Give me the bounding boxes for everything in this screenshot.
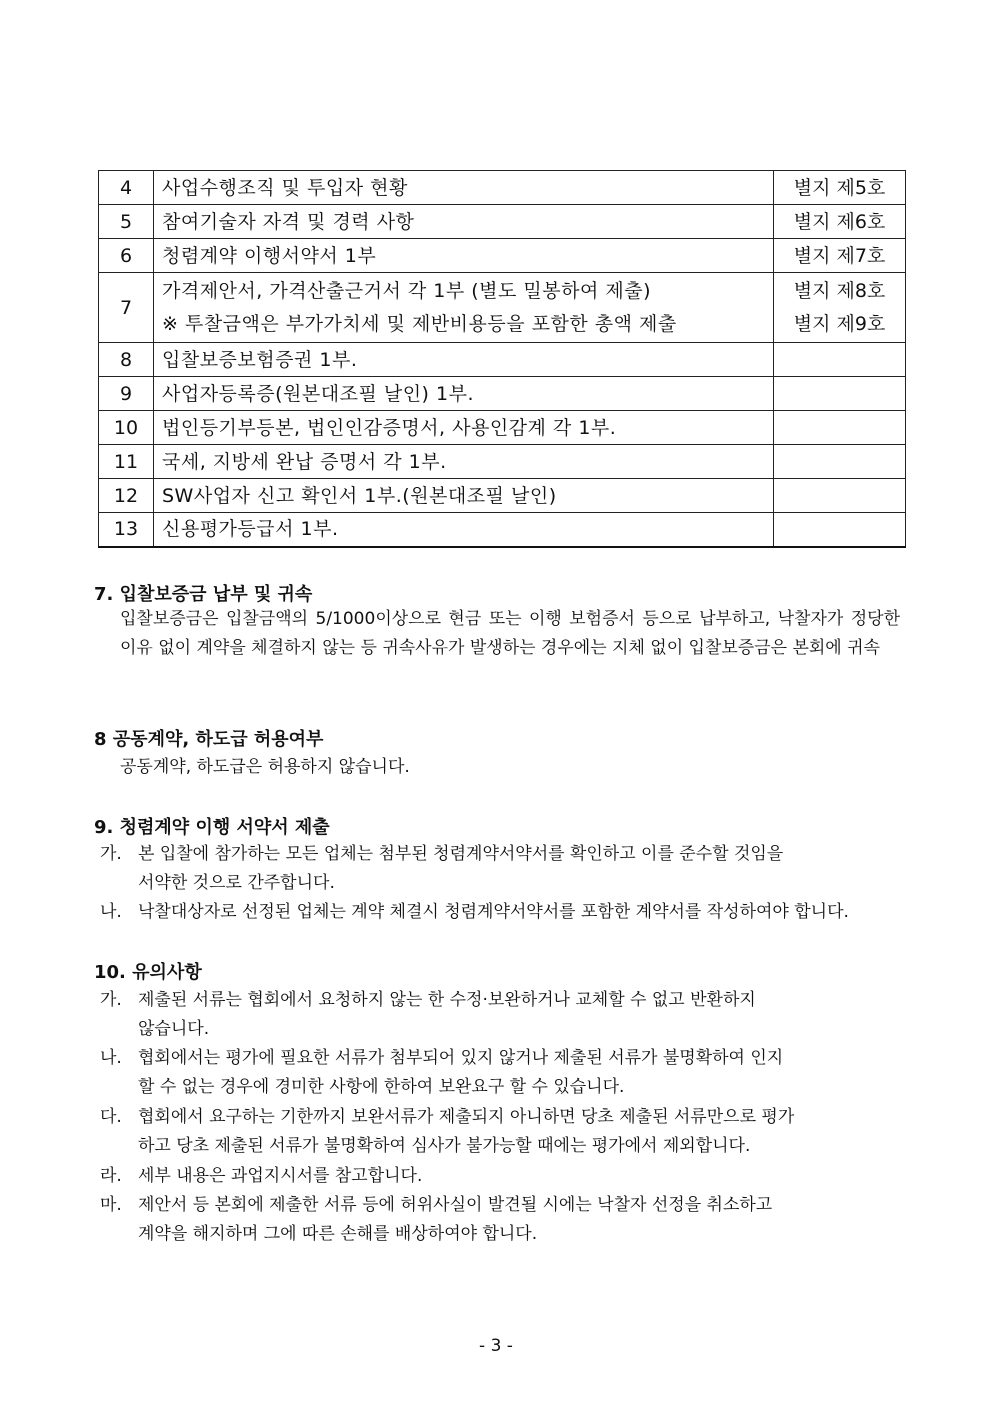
attachment-form	[774, 239, 906, 273]
document-description	[154, 205, 774, 239]
attachment-label: 별지 제6호	[793, 210, 886, 233]
document-description	[154, 239, 774, 273]
attachment-label: 별지 제8호	[793, 279, 886, 302]
item-marker: 마.	[100, 1195, 122, 1215]
table-row	[99, 171, 906, 205]
table-row	[99, 513, 906, 547]
attachment-form	[774, 377, 906, 411]
attachment-label: 별지 제9호	[793, 312, 886, 335]
item-line2: 않습니다.	[138, 1019, 210, 1039]
attachment-form	[774, 343, 906, 377]
description-line: 청렴계약 이행서약서 1부	[162, 244, 377, 267]
table-row	[99, 377, 906, 411]
attachment-form	[774, 513, 906, 547]
row-number: 8	[99, 343, 154, 377]
row-number: 7	[99, 273, 154, 343]
item-line1: 제출된 서류는 협회에서 요청하지 않는 한 수정·보완하거나 교체할 수 없고 반환하지	[138, 990, 756, 1010]
section10-item-na	[100, 1044, 900, 1102]
section8-title: 8 공동계약, 하도급 허용여부	[94, 729, 324, 750]
section10-item-ma	[100, 1191, 900, 1249]
description-line: 사업자등록증(원본대조필 날인) 1부.	[162, 382, 474, 405]
attachment-form	[774, 171, 906, 205]
table-row	[99, 239, 906, 273]
table-row	[99, 273, 906, 343]
attachment-label: 별지 제7호	[793, 244, 886, 267]
document-description	[154, 343, 774, 377]
description-line: SW사업자 신고 확인서 1부.(원본대조필 날인)	[162, 484, 557, 507]
table-row	[99, 479, 906, 513]
attachment-form	[774, 273, 906, 343]
item-line2: 서약한 것으로 간주합니다.	[138, 873, 335, 893]
table-row	[99, 205, 906, 239]
attachment-form	[774, 445, 906, 479]
item-marker: 라.	[100, 1166, 122, 1186]
item-line1: 낙찰대상자로 선정된 업체는 계약 체결시 청렴계약서약서를 포함한 계약서를 작성하여야 합니다.	[138, 902, 849, 922]
document-description	[154, 411, 774, 445]
table-row	[99, 343, 906, 377]
item-marker: 나.	[100, 1048, 122, 1068]
row-number: 6	[99, 239, 154, 273]
table-row	[99, 445, 906, 479]
section8-body: 공동계약, 하도급은 허용하지 않습니다.	[120, 757, 410, 777]
row-number: 9	[99, 377, 154, 411]
section7-body: 입찰보증금은 입찰금액의 5/1000이상으로 현금 또는 이행 보험증서 등으로 납부하고, 낙찰자가 정당한 이유 없이 계약을 체결하지 않는 등 귀속사유가 발생하는 경우에는 지체 없이 입찰보증금은 본회에 귀속	[120, 609, 900, 658]
item-line1: 협회에서 요구하는 기한까지 보완서류가 제출되지 아니하면 당초 제출된 서류만으로 평가	[138, 1107, 795, 1127]
item-line1: 제안서 등 본회에 제출한 서류 등에 허위사실이 발견될 시에는 낙찰자 선정을 취소하고	[138, 1195, 773, 1215]
item-marker: 가.	[100, 844, 122, 864]
row-number: 4	[99, 171, 154, 205]
document-description	[154, 445, 774, 479]
item-line1: 세부 내용은 과업지시서를 참고합니다.	[138, 1166, 423, 1186]
attachment-label: 별지 제5호	[793, 176, 886, 199]
item-marker: 다.	[100, 1107, 122, 1127]
attachment-form	[774, 205, 906, 239]
document-description	[154, 171, 774, 205]
section10-item-ra	[100, 1162, 900, 1191]
description-line: ※ 투찰금액은 부가가치세 및 제반비용등을 포함한 총액 제출	[162, 312, 677, 335]
page-number: - 3 -	[479, 1336, 513, 1356]
row-number: 12	[99, 479, 154, 513]
section9-item-na	[100, 898, 900, 927]
section9-title: 9. 청렴계약 이행 서약서 제출	[94, 817, 330, 838]
row-number: 10	[99, 411, 154, 445]
attachment-form	[774, 479, 906, 513]
item-marker: 가.	[100, 990, 122, 1010]
description-line: 사업수행조직 및 투입자 현황	[162, 176, 408, 199]
submission-documents-table	[98, 170, 906, 548]
document-description	[154, 377, 774, 411]
row-number: 13	[99, 513, 154, 547]
item-line1: 협회에서는 평가에 필요한 서류가 첨부되어 있지 않거나 제출된 서류가 불명확하여 인지	[138, 1048, 784, 1068]
description-line: 법인등기부등본, 법인인감증명서, 사용인감계 각 1부.	[162, 416, 617, 439]
item-line2: 계약을 해지하며 그에 따른 손해를 배상하여야 합니다.	[138, 1224, 538, 1244]
item-line2: 하고 당초 제출된 서류가 불명확하여 심사가 불가능할 때에는 평가에서 제외합니다.	[138, 1136, 751, 1156]
table-row	[99, 411, 906, 445]
description-line: 입찰보증보험증권 1부.	[162, 348, 358, 371]
section9-item-ga	[100, 840, 900, 898]
section10-item-da	[100, 1103, 900, 1161]
section10-title: 10. 유의사항	[94, 962, 202, 983]
section7-title: 7. 입찰보증금 납부 및 귀속	[94, 584, 313, 605]
description-line: 참여기술자 자격 및 경력 사항	[162, 210, 415, 233]
item-line1: 본 입찰에 참가하는 모든 업체는 첨부된 청렴계약서약서를 확인하고 이를 준수할 것임을	[138, 844, 784, 864]
table-body	[99, 171, 906, 547]
section10-item-ga	[100, 986, 900, 1044]
document-description	[154, 273, 774, 343]
description-line: 가격제안서, 가격산출근거서 각 1부 (별도 밀봉하여 제출)	[162, 279, 651, 302]
row-number: 5	[99, 205, 154, 239]
description-line: 국세, 지방세 완납 증명서 각 1부.	[162, 450, 447, 473]
item-line2: 할 수 없는 경우에 경미한 사항에 한하여 보완요구 할 수 있습니다.	[138, 1077, 625, 1097]
description-line: 신용평가등급서 1부.	[162, 518, 339, 541]
row-number: 11	[99, 445, 154, 479]
attachment-form	[774, 411, 906, 445]
document-description	[154, 513, 774, 547]
item-marker: 나.	[100, 902, 122, 922]
document-description	[154, 479, 774, 513]
